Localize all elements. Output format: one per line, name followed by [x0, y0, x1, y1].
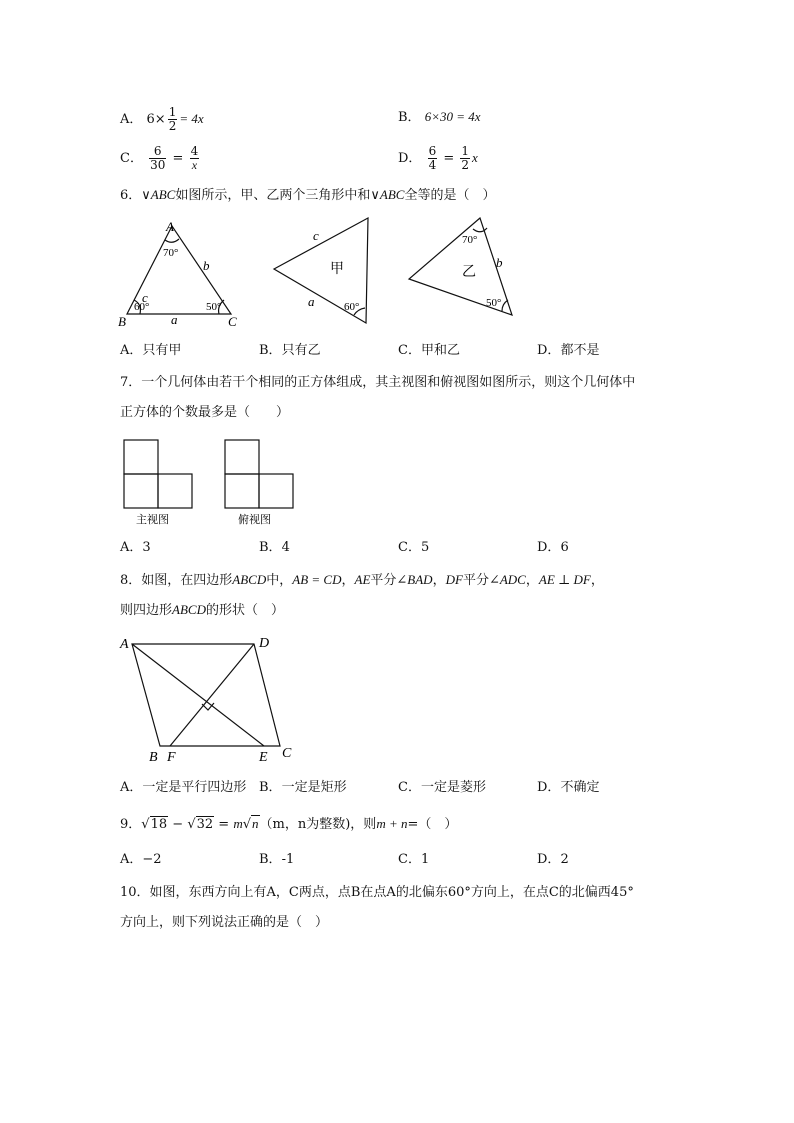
q7-option-c[interactable]: C．5 [398, 540, 430, 555]
front-view [124, 440, 192, 508]
q6-option-d[interactable]: D．都不是 [537, 343, 600, 358]
q9-stem: 9．√18 − √32 = m√n（m，n为整数)，则m + n=（ ） [120, 816, 458, 832]
label-a-vertex: A [166, 219, 174, 234]
label-c-vertex: C [228, 314, 237, 329]
q5-option-b[interactable]: B． 6×30 = 4x [398, 109, 481, 125]
yi-name: 乙 [462, 265, 476, 280]
q6-figure [110, 212, 530, 334]
label-angle-a: 70° [163, 247, 179, 259]
q7-stem-line2: 正方体的个数最多是（ ） [120, 405, 290, 420]
jia-label-a: a [308, 294, 315, 309]
q5-option-a[interactable]: A． 6× $\frac{1}{2}$ = 4x [120, 105, 204, 133]
q8-option-d[interactable]: D．不确定 [537, 780, 600, 795]
q6-option-c[interactable]: C．甲和乙 [398, 343, 460, 358]
yi-angle-70: 70° [462, 234, 478, 246]
q8-stem-line2: 则四边形ABCD的形状（ ） [120, 602, 284, 618]
sqrt-symbol: √ [242, 817, 252, 832]
yi-angle-50: 50° [486, 297, 502, 309]
sqrt-symbol: √ [187, 817, 196, 832]
fraction: $\frac{1}{2}$ [461, 144, 470, 172]
q6-stem: 6．∨ABC如图所示，甲、乙两个三角形中和∨ABC全等的是（ ） [120, 187, 496, 203]
label-c: C [282, 746, 292, 761]
label-b: B [149, 750, 158, 765]
q8-stem-line1: 8．如图，在四边形ABCD中，AB = CD，AE平分∠BAD，DF平分∠ADC，AE ⊥ DF， [120, 572, 604, 588]
label-angle-c: 50° [206, 301, 222, 313]
q10-stem-line1: 10．如图，东西方向上有A，C两点，点B在点A的北偏东60°方向上，在点C的北偏西45° [120, 885, 634, 900]
q9-option-a[interactable]: A．−2 [120, 852, 162, 867]
jia-name: 甲 [330, 262, 344, 277]
segment-df [170, 644, 254, 746]
q8-figure [114, 630, 304, 768]
label-a: A [120, 637, 129, 652]
top-view [225, 440, 293, 508]
q7-figure [120, 436, 300, 528]
label-angle-b: 60° [134, 301, 150, 313]
jia-angle: 60° [344, 301, 360, 313]
segment-ae [132, 644, 264, 746]
yi-label-b: b [496, 255, 503, 270]
label-side-b: b [203, 258, 210, 273]
q9-option-d[interactable]: D．2 [537, 852, 569, 867]
q7-option-b[interactable]: B．4 [259, 540, 290, 555]
fraction: $\frac{4}{x}$ [190, 144, 199, 172]
q7-option-d[interactable]: D．6 [537, 540, 569, 555]
q7-option-a[interactable]: A．3 [120, 540, 151, 555]
q10-stem-line2: 方向上，则下列说法正确的是（ ） [120, 915, 329, 930]
label-d: D [259, 636, 270, 651]
q8-option-a[interactable]: A．一定是平行四边形 [120, 780, 247, 795]
quadrilateral-abcd [132, 644, 280, 746]
jia-label-c: c [313, 228, 319, 243]
q8-option-b[interactable]: B．一定是矩形 [259, 780, 347, 795]
q6-option-a[interactable]: A．只有甲 [120, 343, 182, 358]
label-e: E [259, 750, 268, 765]
q9-option-c[interactable]: C．1 [398, 852, 430, 867]
fraction: $\frac{6}{4}$ [428, 144, 437, 172]
q7-stem-line1: 7．一个几何体由若干个相同的正方体组成，其主视图和俯视图如图所示，则这个几何体中 [120, 375, 636, 390]
q5-option-d[interactable]: D． $\frac{6}{4}$ = $\frac{1}{2}$ x [398, 144, 478, 172]
label-side-c: c [142, 290, 148, 305]
q6-option-b[interactable]: B．只有乙 [259, 343, 321, 358]
front-view-label: 主视图 [136, 514, 169, 526]
fraction: $\frac{1}{2}$ [168, 105, 177, 133]
fraction: $\frac{6}{30}$ [150, 144, 166, 172]
q8-option-c[interactable]: C．一定是菱形 [398, 780, 486, 795]
q9-option-b[interactable]: B．-1 [259, 852, 295, 867]
label-b-vertex: B [118, 314, 126, 329]
sqrt-symbol: √ [141, 817, 150, 832]
label-f: F [167, 750, 176, 765]
top-view-label: 俯视图 [238, 514, 271, 526]
label-side-a: a [171, 312, 178, 327]
q5-option-c[interactable]: C． $\frac{6}{30}$ = $\frac{4}{x}$ [120, 144, 199, 172]
